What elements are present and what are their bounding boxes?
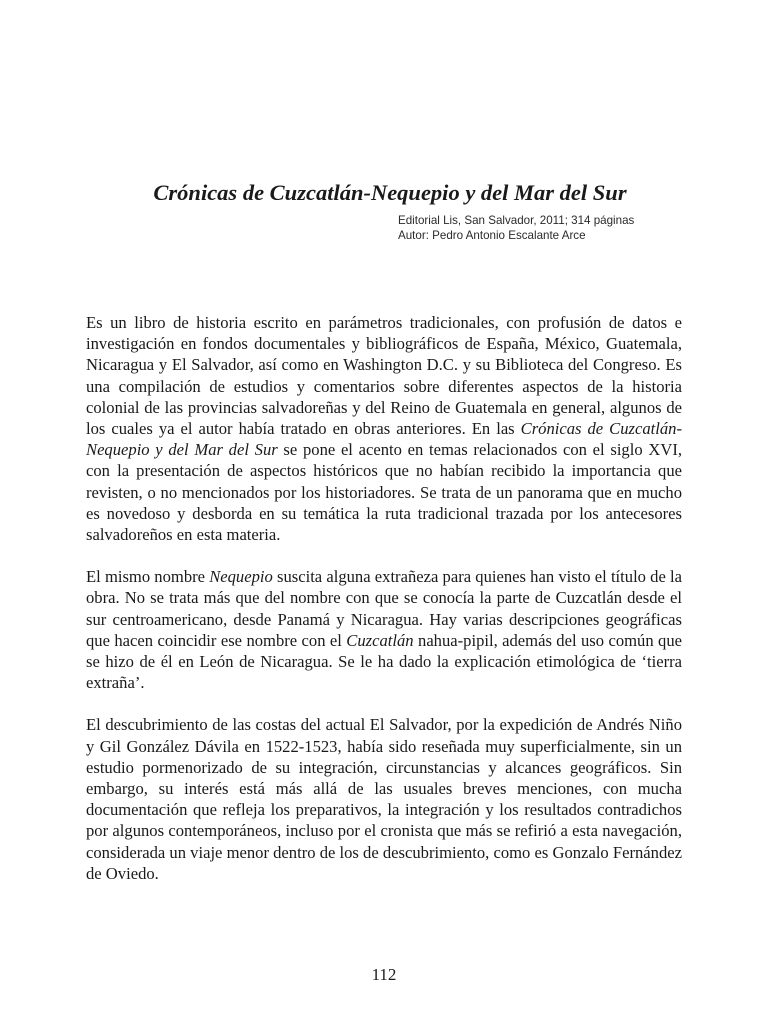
publication-line: Editorial Lis, San Salvador, 2011; 314 páginas [398, 214, 635, 227]
text-run: Es un libro de historia escrito en parámetros tradicionales, con profusión de datos e investigación en fondos documentales y bibliográficos de España, México, Guatemala, Nicaragua y El Salvador, así como en Washington D.C. y su Biblioteca del Congreso. Es una compilación de estudios y comentarios sobre diferentes aspectos de la historia colonial de las provincias salvadoreñas y del Reino de Guatemala en general, algunos de los cuales ya el autor había tratado en obras anteriores. En las [86, 313, 682, 439]
text-run: El descubrimiento de las costas del actual El Salvador, por la expedición de Andrés Niño y Gil González Dávila en 1522-1523, había sido reseñada muy superficialmente, sin un estudio pormenorizado de su integración, circunstancias y alcances geográficos. Sin embargo, su interés está más allá de las usuales breves menciones, con mucha documentación que refleja los preparativos, la integración y los resultados contradichos por algunos contemporáneos, incluso por el cronista que más se refirió a esta navegación, considerada un viaje menor dentro de los de descubrimiento, como es Gonzalo Fernández de Oviedo. [86, 715, 682, 883]
paragraph [86, 566, 682, 693]
paragraph [86, 312, 682, 545]
italic-title-reference: Crónicas de Cuzcatlán-Nequepio y del Mar del Sur [86, 419, 682, 460]
article-body [86, 312, 682, 905]
italic-term-cuzcatlan: Cuzcatlán [346, 630, 414, 650]
italic-term-nequepio: Nequepio [209, 567, 273, 587]
text-run: nahua-pipil, además del uso común que se hizo de él en León de Nicaragua. Se le ha dado la explicación etimológica de ‘tierra extraña’. [86, 630, 682, 693]
publication-info [398, 213, 634, 243]
book-title: Crónicas de Cuzcatlán-Nequepio y del Mar del Sur [153, 180, 627, 205]
author-line: Autor: Pedro Antonio Escalante Arce [398, 229, 586, 242]
text-run: suscita alguna extrañeza para quienes han visto el título de la obra. No se trata más que del nombre con que se conocía la parte de Cuzcatlán desde el sur centroamericano, desde Panamá y Nicaragua. Hay varias descripciones geográficas que hacen coincidir ese nombre con el [86, 567, 683, 650]
text-run: se pone el acento en temas relacionados con el siglo XVI, con la presentación de aspectos históricos que no habían recibido la importancia que revisten, o no mencionados por los historiadores. Se trata de un panorama que en mucho es novedoso y desborda en su temática la ruta tradicional trazada por los antecesores salvadoreños en esta materia. [86, 440, 682, 545]
paragraph [86, 714, 682, 884]
page-number: 112 [371, 965, 397, 984]
text-run: El mismo nombre [86, 567, 210, 587]
